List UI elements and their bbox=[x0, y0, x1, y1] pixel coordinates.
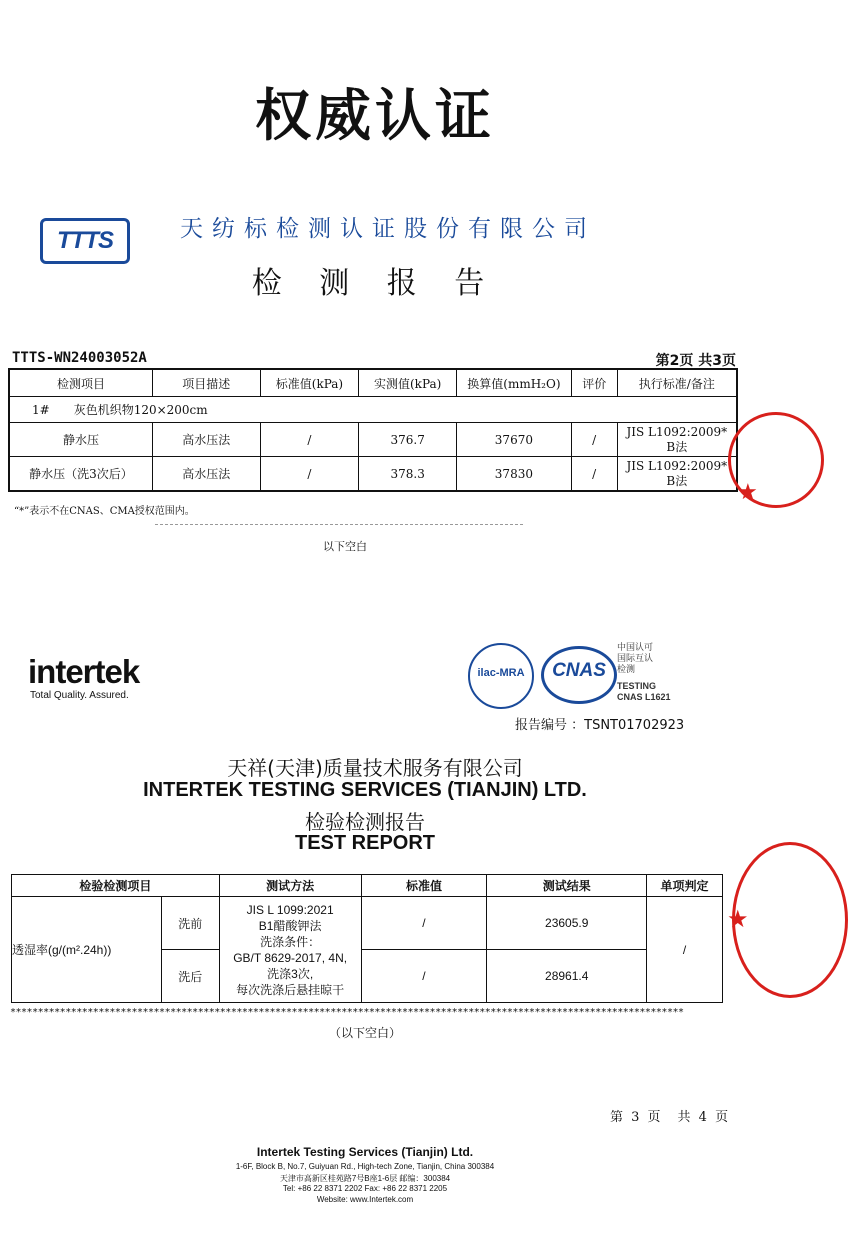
ttts-report-number: TTTS-WN24003052A bbox=[12, 350, 147, 366]
blank-below-text: 以下空白 bbox=[323, 540, 367, 553]
header-cell: 单项判定 bbox=[647, 875, 723, 897]
cell-item: 静水压（洗3次后） bbox=[9, 457, 152, 492]
footer-line: 1-6F, Block B, No.7, Guiyuan Rd., High-tech Zone, Tianjin, China 300384 bbox=[235, 1162, 495, 1171]
cell-std: / bbox=[260, 423, 359, 457]
dashed-divider bbox=[155, 524, 523, 525]
cnas-side-line: 国际互认 bbox=[617, 654, 654, 664]
cell-std: / bbox=[260, 457, 359, 492]
intertek-report-title-cn: 检验检测报告 bbox=[305, 810, 425, 834]
header-cell: 检验检测项目 bbox=[12, 875, 220, 897]
footer-line: 天津市高新区桂苑路7号B座1-6层 邮编：300384 bbox=[279, 1174, 451, 1183]
method-line: 每次洗涤后悬挂晾干 bbox=[236, 982, 345, 997]
table-row bbox=[9, 423, 737, 457]
header-cell: 标准值(kPa) bbox=[260, 369, 359, 397]
cell-item: 静水压 bbox=[9, 423, 152, 457]
intertek-page-info: 第 3 页 共 4 页 bbox=[610, 1110, 731, 1125]
standard-line: B法 bbox=[666, 473, 688, 488]
footer-line: Tel: +86 22 8371 2202 Fax: +86 22 8371 2205 bbox=[282, 1184, 448, 1193]
sample-row bbox=[9, 397, 737, 423]
cnas-side-cn bbox=[617, 643, 653, 676]
ttts-company-name: 天纺标检测认证股份有限公司 bbox=[180, 216, 596, 242]
table-header-row bbox=[12, 875, 723, 897]
header-cell: 项目描述 bbox=[152, 369, 260, 397]
header-cell: 测试方法 bbox=[219, 875, 361, 897]
cnas-side-line: CNAS L1621 bbox=[617, 692, 671, 702]
header-cell: 换算值(mmH₂O) bbox=[457, 369, 572, 397]
cnas-logo-text: CNAS bbox=[552, 660, 606, 681]
footer-line: Website: www.Intertek.com bbox=[316, 1195, 414, 1204]
cnas-side-line: 中国认可 bbox=[617, 643, 654, 653]
cell-method bbox=[219, 897, 361, 1003]
ilac-mra-text: ilac-MRA bbox=[477, 667, 525, 679]
cnas-side-line: 检测 bbox=[617, 665, 636, 675]
cell-desc: 高水压法 bbox=[152, 423, 260, 457]
method-line: 洗涤条件： bbox=[260, 934, 321, 949]
ttts-logo-text: TTTS bbox=[57, 227, 113, 254]
method-line: JIS L 1099:2021 bbox=[246, 902, 334, 917]
intertek-company-cn: 天祥(天津)质量技术服务有限公司 bbox=[227, 756, 523, 780]
intertek-report-title-en: TEST REPORT bbox=[294, 832, 435, 854]
cell-eval: / bbox=[571, 457, 617, 492]
intertek-results-table bbox=[11, 874, 723, 1003]
cell-result: 28961.4 bbox=[487, 950, 647, 1003]
page-title: 权威认证 bbox=[255, 84, 495, 149]
sample-label: 1# 灰色机织物120×200cm bbox=[9, 397, 737, 423]
blank-below-text: （以下空白） bbox=[328, 1026, 401, 1040]
cell-standard bbox=[617, 457, 737, 492]
cell-sub: 洗后 bbox=[161, 950, 219, 1003]
star-divider: ************************************************************************************************************************** bbox=[10, 1007, 684, 1018]
intertek-tagline: Total Quality. Assured. bbox=[30, 690, 129, 701]
method-line: 洗涤3次, bbox=[267, 966, 314, 981]
red-stamp-mark: ★ bbox=[727, 905, 749, 933]
cnas-side-line: TESTING bbox=[617, 681, 657, 691]
cell-standard bbox=[617, 423, 737, 457]
header-cell: 测试结果 bbox=[487, 875, 647, 897]
table-row bbox=[9, 457, 737, 492]
footer-company-name: Intertek Testing Services (Tianjin) Ltd. bbox=[256, 1145, 474, 1159]
header-cell: 评价 bbox=[571, 369, 617, 397]
table-header-row bbox=[9, 369, 737, 397]
intertek-logo: intertek bbox=[28, 653, 140, 690]
cell-item: 透湿率(g/(m².24h)) bbox=[12, 897, 162, 1003]
header-cell: 检测项目 bbox=[9, 369, 152, 397]
method-line: B1醋酸钾法 bbox=[258, 918, 322, 933]
cell-std: / bbox=[361, 897, 487, 950]
table-row bbox=[12, 897, 723, 950]
cell-measured: 378.3 bbox=[359, 457, 457, 492]
cell-judgement: / bbox=[647, 897, 723, 1003]
header-cell: 执行标准/备注 bbox=[617, 369, 737, 397]
cell-converted: 37830 bbox=[457, 457, 572, 492]
ttts-report-title: 检 测 报 告 bbox=[251, 266, 499, 301]
cell-eval: / bbox=[571, 423, 617, 457]
header-cell: 标准值 bbox=[361, 875, 487, 897]
ttts-page-info: 第2页 共3页 bbox=[655, 353, 736, 369]
cell-std: / bbox=[361, 950, 487, 1003]
method-line: GB/T 8629-2017, 4N, bbox=[233, 950, 348, 965]
cnas-note: “*”表示不在CNAS、CMA授权范围内。 bbox=[14, 506, 195, 517]
standard-line: JIS L1092:2009* bbox=[626, 424, 728, 439]
cnas-side-en bbox=[617, 681, 671, 703]
standard-line: JIS L1092:2009* bbox=[626, 458, 728, 473]
red-stamp-mark: ★ bbox=[738, 480, 758, 505]
ttts-results-table bbox=[8, 368, 738, 492]
cell-converted: 37670 bbox=[457, 423, 572, 457]
header-cell: 实测值(kPa) bbox=[359, 369, 457, 397]
standard-line: B法 bbox=[666, 439, 688, 454]
cell-sub: 洗前 bbox=[161, 897, 219, 950]
intertek-report-number: 报告编号 ：TSNT01702923 bbox=[515, 718, 685, 733]
cell-desc: 高水压法 bbox=[152, 457, 260, 492]
cell-measured: 376.7 bbox=[359, 423, 457, 457]
intertek-company-en: INTERTEK TESTING SERVICES (TIANJIN) LTD. bbox=[143, 779, 587, 801]
cell-result: 23605.9 bbox=[487, 897, 647, 950]
red-stamp bbox=[732, 842, 848, 998]
